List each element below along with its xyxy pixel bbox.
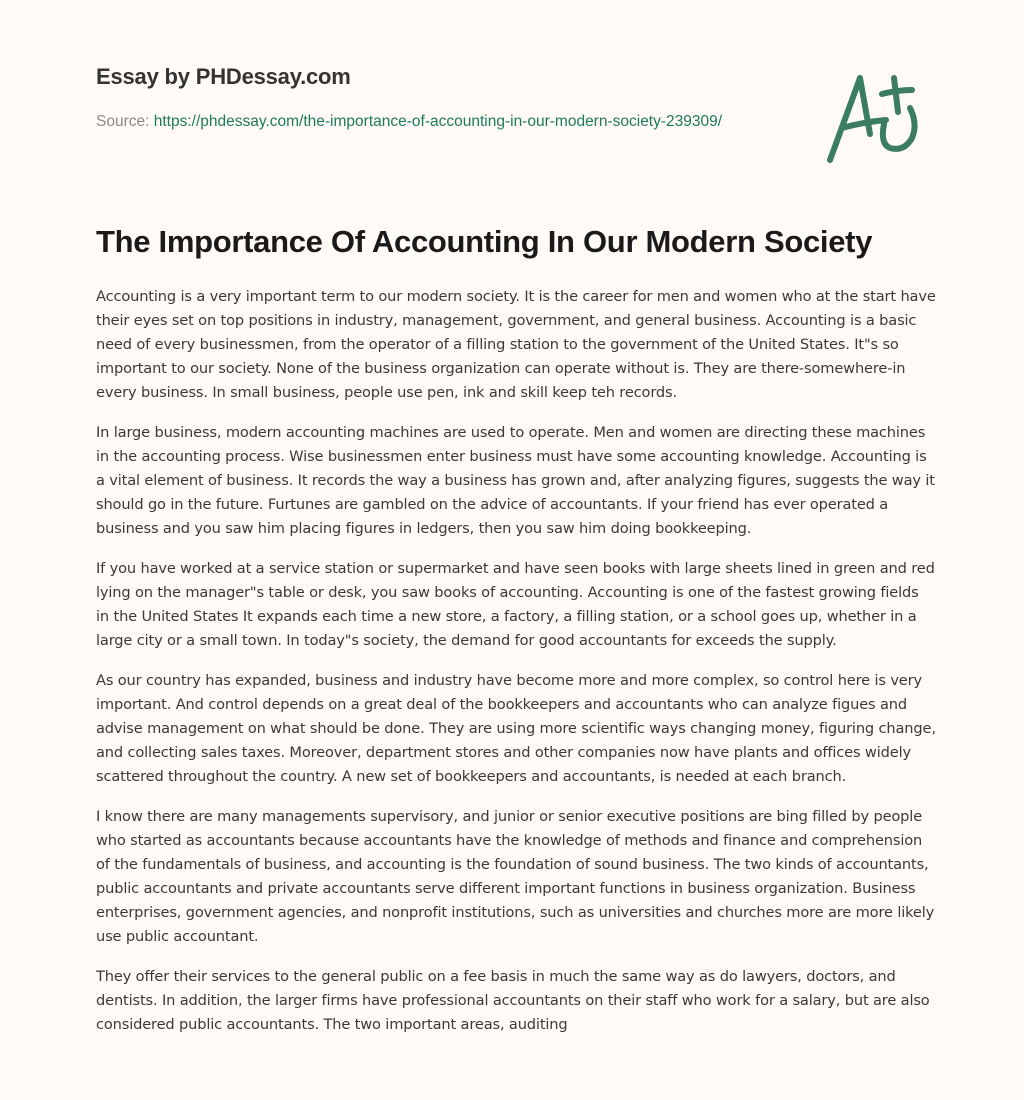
page-header bbox=[96, 0, 936, 200]
a-plus-logo-icon bbox=[824, 68, 928, 168]
paragraph: I know there are many managements supervisory, and junior or senior executive positions are bing filled by people who started as accountants because accountants have the knowledge of methods and finance and comprehension of the fundamentals of business, and accounting is the foundation of sound business. The two kinds of accountants, public accountants and private accountants serve different important functions in business organization. Business enterprises, government agencies, and nonprofit institutions, such as universities and churches more are more likely use public accountant. bbox=[96, 808, 935, 945]
essay-title: The Importance Of Accounting In Our Modern Society bbox=[96, 224, 873, 259]
essay-page bbox=[96, 0, 936, 1033]
paragraph: As our country has expanded, business and industry have become more and more complex, so control here is very important. And control depends on a great deal of the bookkeepers and accountants who can analyze figues and advise management on what should be done. They are using more scientific ways changing money, figuring change, and collecting sales taxes. Moreover, department stores and other companies now have plants and offices widely scattered throughout the country. A new set of bookkeepers and accountants, is needed at each branch. bbox=[96, 672, 936, 785]
essay-body bbox=[96, 285, 936, 1053]
site-title: Essay by PHDessay.com bbox=[96, 64, 351, 89]
source-label: Source: bbox=[96, 113, 150, 130]
paragraph: In large business, modern accounting machines are used to operate. Men and women are directing these machines in the accounting process. Wise businessmen enter business must have some accounting knowledge. Accounting is a vital element of business. It records the way a business has grown and, after analyzing figures, suggests the way it should go in the future. Furtunes are gambled on the advice of accountants. If your friend has ever operated a business and you saw him placing figures in ledgers, then you saw him doing bookkeeping. bbox=[96, 424, 935, 537]
paragraph: Accounting is a very important term to our modern society. It is the career for men and women who at the start have their eyes set on top positions in industry, management, government, and general business. Accounting is a basic need of every businessmen, from the operator of a filling station to the government of the United States. It"s so important to our society. None of the business organization can operate without is. They are there-somewhere-in every business. In small business, people use pen, ink and skill keep teh records. bbox=[96, 288, 936, 401]
paragraph: If you have worked at a service station or supermarket and have seen books with large sheets lined in green and red lying on the manager"s table or desk, you saw books of accounting. Accounting is one of the fastest growing fields in the United States It expands each time a new store, a factory, a filling station, or a school goes up, whether in a large city or a small town. In today"s society, the demand for good accountants for exceeds the supply. bbox=[96, 560, 935, 649]
paragraph: They offer their services to the general public on a fee basis in much the same way as do lawyers, doctors, and dentists. In addition, the larger firms have professional accountants on their staff who work for a salary, but are also considered public accountants. The two important areas, auditing bbox=[96, 968, 930, 1033]
source-line bbox=[96, 110, 756, 134]
source-link[interactable]: https://phdessay.com/the-importance-of-accounting-in-our-modern-society-239309/ bbox=[153, 113, 723, 130]
